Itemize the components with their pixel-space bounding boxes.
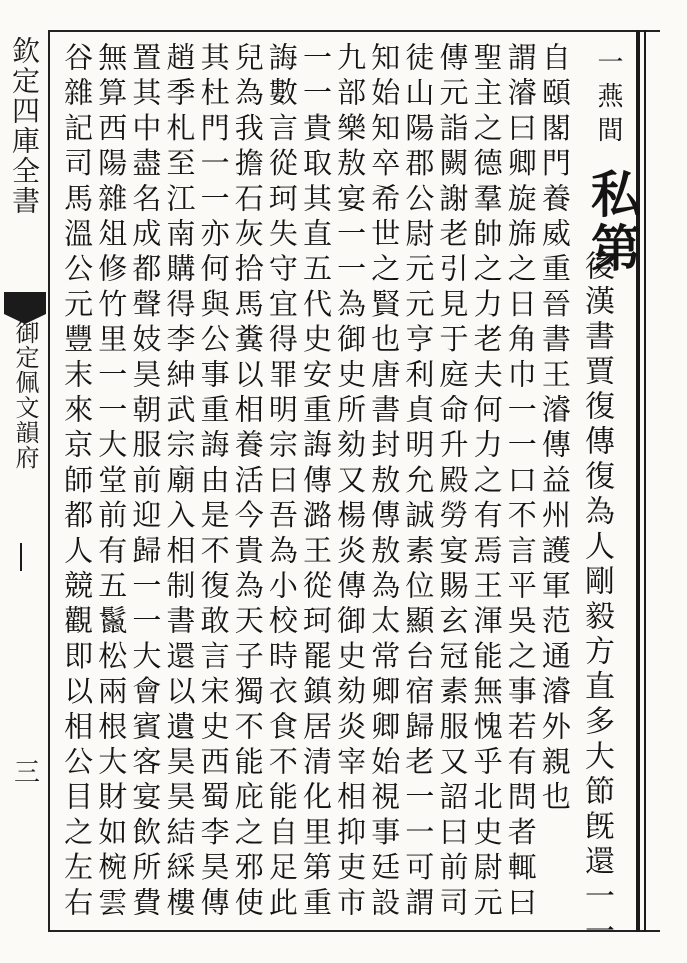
- frame-right-border: [636, 30, 640, 932]
- text-column-13: 置其中盡名成都聲妓昊朝服前迎歸一一大會賓客宴飲所費: [128, 42, 163, 922]
- text-column-6: 知始知卒希世之賢也唐書封敖傳敖為太常卿卿始視事廷設: [367, 42, 402, 922]
- text-column-12: 趙季札至江南購得李紳武宗廟入相制書還以遺昊昊結綵樓: [162, 42, 197, 922]
- text-column-11: 其杜門一一亦何與公事重誨由是不復敢言宋史西蜀李昊傳: [196, 42, 231, 922]
- text-column-14: 無算西陽雜俎修竹里一一大堂前有五鬣松兩根大財如椀雲: [94, 42, 129, 922]
- text-column-3: 聖主之德羣帥之力老夫何力之有焉王渾能無愧乎北史尉元: [469, 42, 504, 922]
- text-column-10: 兒為我擔石灰拾馬糞以相養活今貴為天子獨不能庇之邪使: [230, 42, 265, 922]
- text-column-9: 誨數言從珂失守宜得罪明宗曰吾為小校時衣食不能自足此: [264, 42, 299, 922]
- text-column-2: 謂濬曰卿旋旆之日角巾一一口不言平吳之事若有問者輒曰: [503, 42, 538, 922]
- frame-top-border: [48, 30, 660, 32]
- margin-mark: [20, 543, 22, 571]
- entry-word: 私第: [583, 168, 642, 276]
- frame-right-border-inner: [644, 30, 646, 932]
- fish-tail-mark: [4, 292, 46, 314]
- entry-text: 後漢書賈復傳復為人剛毅方直多大節旣還一一: [579, 250, 614, 950]
- frame-bottom-border: [48, 930, 660, 932]
- page-number: 三: [13, 758, 40, 788]
- margin-divider: [48, 30, 50, 932]
- book-title: 欽定四庫全書: [8, 36, 41, 216]
- heading-prefix: 一燕間: [593, 48, 623, 150]
- text-column-4: 傳元詣闕謝老引見于庭命升殿勞宴賜玄冠素服又詔曰前司: [435, 42, 470, 922]
- text-column-5: 徒山陽郡公尉元元亨利貞明允誠素位顯台宿歸老一一可謂: [401, 42, 436, 922]
- text-column-1: 自頤閣門養威重晉書王濬傳益州護軍范通濬外親也: [537, 42, 572, 817]
- text-column-15: 谷雜記司馬溫公元豐末來京師都人競觀即以相公目之左右: [60, 42, 95, 922]
- fascicle-title: 御定佩文韻府: [11, 320, 39, 470]
- text-column-7: 九部樂敖宴一一為御史所劾又楊炎傳御史劾炎宰相抑吏市: [333, 42, 368, 922]
- text-column-8: 一一貴取其直五代史安重誨傳潞王從珂罷鎮居清化里第重: [299, 42, 333, 922]
